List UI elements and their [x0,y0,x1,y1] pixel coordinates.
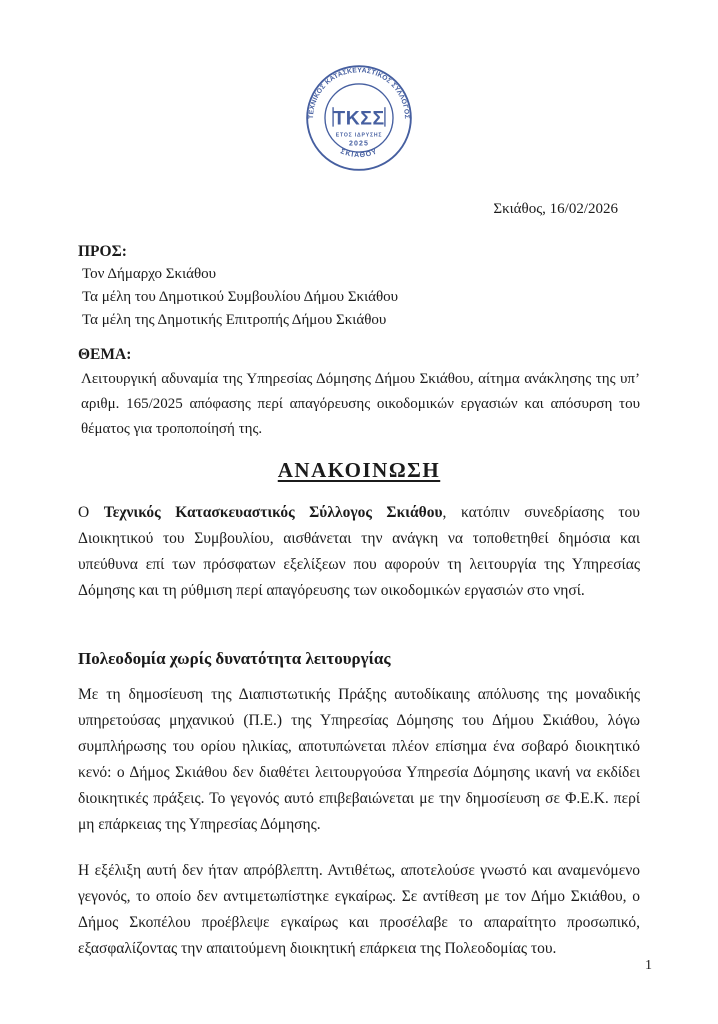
subject-label: ΘΕΜΑ: [78,346,132,363]
recipients-block [78,240,640,332]
recipient-line: Τα μέλη του Δημοτικού Συμβουλίου Δήμου Σκιάθου [82,289,399,305]
organization-seal [0,0,718,177]
subject-text: Λειτουργική αδυναμία της Υπηρεσίας Δόμησης Δήμου Σκιάθου, αίτημα ανάκλησης της υπ’ αριθμ. 165/2025 απόφασης περί απαγόρευσης οικοδομικών εργασιών και απόσυρση του θέματος για τροποποίησή της. [81,371,640,437]
seal-founding-label: ΕΤΟΣ ΙΔΡΥΣΗΣ [335,132,383,139]
organization-name-bold: Τεχνικός Κατασκευαστικός Σύλλογος Σκιάθου [103,504,443,521]
intro-paragraph [78,500,640,604]
seal-arc-bottom-text: ΣΚΙΑΘΟΥ [339,148,379,160]
recipient-line: Τα μέλη της Δημοτικής Επιτροπής Δήμου Σκιάθου [82,312,387,328]
seal-acronym: ΤΚΣΣ [333,107,385,130]
subject-block [78,342,640,442]
intro-rest: , κατόπιν συνεδρίασης του Διοικητικού του Συμβουλίου, αισθάνεται την ανάγκη να τοποθετηθεί δημόσια και υπεύθυνα επί των πρόσφατων εξελίξεων που αφορούν τη λειτουργία της Υπηρεσίας Δόμησης και τη ρύθμιση περί απαγόρευσης των οικοδομικών εργασιών στο νησί. [78,504,640,599]
svg-text:ΣΚΙΑΘΟΥ [339,148,378,159]
seal-arc-top-text: ΤΕΧΝΙΚΟΣ ΚΑΤΑΣΚΕΥΑΣΤΙΚΟΣ ΣΥΛΛΟΓΟΣ [308,67,410,120]
intro-prefix: Ο [78,504,104,521]
document-content [0,199,718,962]
recipients-label: ΠΡΟΣ: [78,243,127,260]
body-paragraph: Η εξέλιξη αυτή δεν ήταν απρόβλεπτη. Αντιθέτως, αποτελούσε γνωστό και αναμενόμενο γεγονός, το οποίο δεν αντιμετωπίστηκε εγκαίρως. Σε αντίθεση με τον Δήμο Σκιάθου, ο Δήμος Σκοπέλου προέβλεψε εγκαίρως και προσέλαβε το απαραίτητο προσωπικό, εξασφαλίζοντας την απαιτούμενη διοικητική επάρκεια της Πολεοδομίας του. [78,862,640,957]
seal-icon [305,64,413,172]
seal-founding-year: 2025 [349,140,369,148]
section-heading: Πολεοδομία χωρίς δυνατότητα λειτουργίας [78,649,391,668]
date-line: Σκιάθος, 16/02/2026 [493,201,618,217]
page-number: 1 [645,958,652,973]
recipient-line: Τον Δήμαρχο Σκιάθου [82,266,217,282]
announcement-title [78,458,640,483]
announcement-title-text: ΑΝΑΚΟΙΝΩΣΗ [277,458,441,482]
body-paragraph: Με τη δημοσίευση της Διαπιστωτικής Πράξης αυτοδίκαιης απόλυσης της μοναδικής υπηρετούσας μηχανικού (Π.Ε.) της Υπηρεσίας Δόμησης του Δήμου Σκιάθου, λόγω συμπλήρωσης του ορίου ηλικίας, αποτυπώνεται πλέον επίσημα ένα σοβαρό διοικητικό κενό: ο Δήμος Σκιάθου δεν διαθέτει λειτουργούσα Υπηρεσία Δόμησης ικανή να εκδίδει διοικητικές πράξεις. Το γεγονός αυτό επιβεβαιώνεται με την δημοσίευση σε Φ.Ε.Κ. περί μη επάρκειας της Υπηρεσίας Δόμησης. [78,686,640,833]
